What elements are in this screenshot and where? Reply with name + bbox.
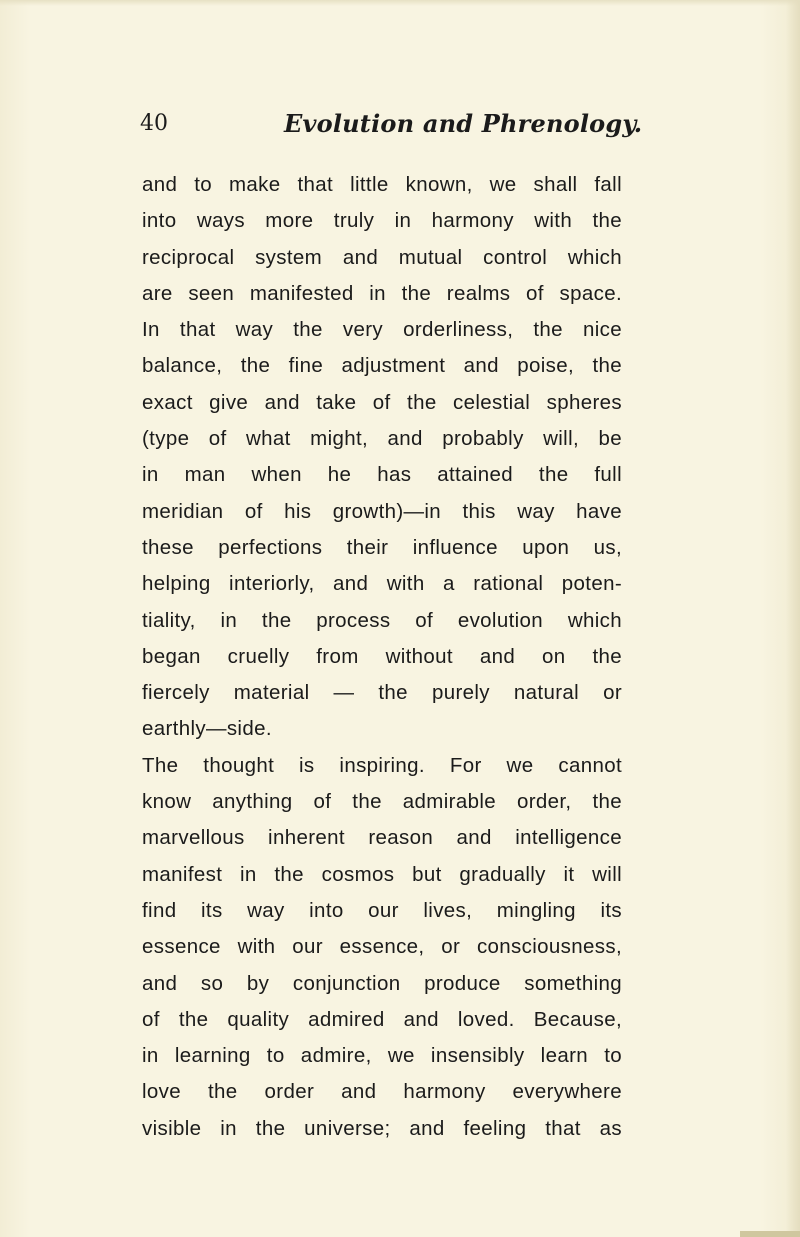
page-top-shadow: [0, 0, 800, 6]
page-corner-mark: [740, 1231, 800, 1237]
text-line: (type of what might, and probably will, be: [142, 427, 622, 451]
text-line: in learning to admire, we insensibly learn to: [142, 1044, 622, 1068]
text-line: in man when he has attained the full: [142, 463, 622, 487]
text-line: tiality, in the process of evolution which: [142, 608, 622, 632]
text-line: and to make that little known, we shall fall: [142, 173, 622, 196]
text-line: find its way into our lives, mingling its: [142, 898, 622, 922]
text-line: exact give and take of the celestial spheres: [142, 390, 622, 414]
text-line: into ways more truly in harmony with the: [142, 209, 622, 233]
text-line: meridian of his growth)—in this way have: [142, 499, 622, 523]
text-line: manifest in the cosmos but gradually it will: [142, 862, 622, 886]
text-line: balance, the fine adjustment and poise, the: [142, 354, 622, 378]
text-line: visible in the universe; and feeling that as: [142, 1116, 622, 1140]
text-line: helping interiorly, and with a rational poten-: [142, 572, 622, 596]
text-line: In that way the very orderliness, the nice: [142, 318, 622, 342]
body-text: [142, 167, 622, 1147]
text-line: know anything of the admirable order, the: [142, 790, 622, 814]
page-right-shadow: [786, 0, 800, 1237]
text-line: of the quality admired and loved. Because,: [142, 1007, 622, 1031]
running-head: Evolution and Phrenology.: [284, 109, 643, 138]
text-line: The thought is inspiring. For we cannot: [142, 753, 622, 777]
page-header: [140, 106, 643, 146]
page-number: 40: [140, 111, 168, 136]
text-line: these perfections their influence upon us,: [142, 535, 622, 559]
text-line: and so by conjunction produce something: [142, 971, 622, 995]
text-line: fiercely material — the purely natural or: [142, 681, 622, 705]
text-line: earthly—side.: [142, 717, 272, 741]
text-line: marvellous inherent reason and intelligence: [142, 826, 622, 850]
text-line: reciprocal system and mutual control which: [142, 245, 622, 269]
text-line: began cruelly from without and on the: [142, 644, 622, 668]
text-line: are seen manifested in the realms of space.: [142, 281, 622, 305]
text-line: love the order and harmony everywhere: [142, 1080, 622, 1104]
text-line: essence with our essence, or consciousness,: [142, 935, 622, 959]
